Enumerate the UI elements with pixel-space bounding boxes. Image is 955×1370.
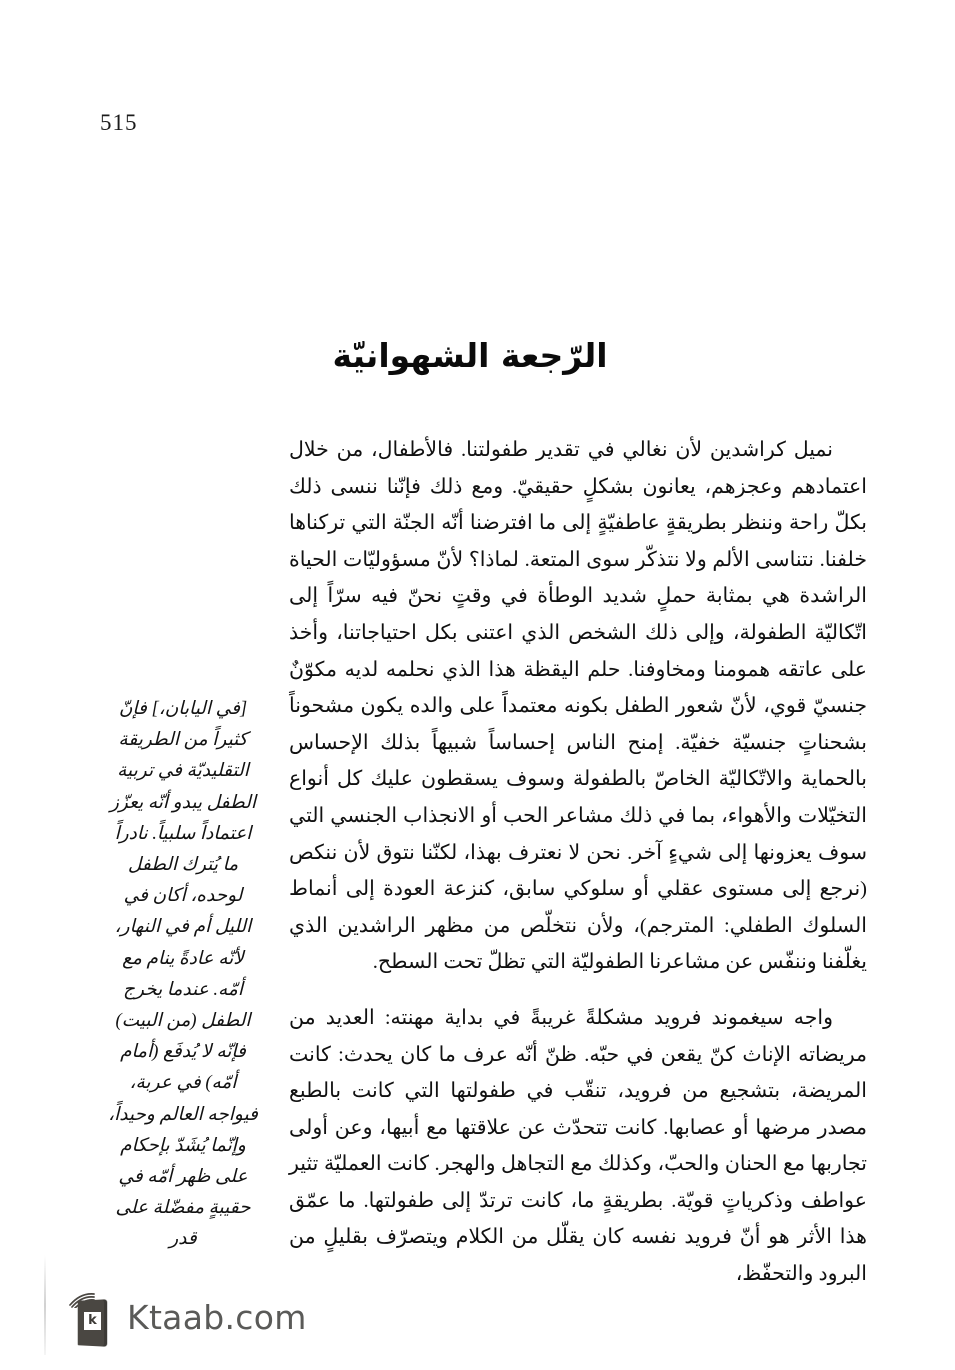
brand-initial-glyph: k	[84, 1312, 101, 1330]
brand-name: Ktaab.com	[127, 1297, 307, 1337]
book-icon	[68, 1288, 114, 1346]
body-paragraph-1: نميل كراشدين لأن نغالي في تقدير طفولتنا. فالأطفال، من خلال اعتمادهم وعجزهم، يعانون بشكلٍ حقيقيّ. ومع ذلك فإنّنا ننسى ذلك بكلّ راحة وننظر بطريقةٍ عاطفيّةٍ إلى ما افترضنا أنّه الجنّة التي تركناها خلفنا. نتناسى الألم ولا نتذكّر سوى المتعة. لماذا؟ لأنّ مسؤوليّات الحياة الراشدة هي بمثابة حملٍ شديد الوطأة في وقتٍ نحنّ فيه سرّاً إلى اتّكاليّة الطفولة، وإلى ذلك الشخص الذي اعتنى بكل احتياجاتنا، وأخذ على عاتقه همومنا ومخاوفنا. حلم اليقظة هذا الذي نحلمه لديه مكوّنٌ جنسيّ قوي، لأنّ شعور الطفل بكونه معتمداً على والده يكون مشحوناً بشحناتٍ جنسيّة خفيّة. إمنح الناس إحساساً شبيهاً بذلك الإحساس بالحماية والاتّكاليّة الخاصّ بالطفولة وسوف يسقطون عليك كل أنواع التخيّلات والأهواء، بما في ذلك مشاعر الحب أو الانجذاب الجنسي التي سوف يعزونها إلى شيءٍ آخر. نحن لا نعترف بهذا، لكنّنا نتوق لأن ننكص (نرجع إلى مستوى عقلي أو سلوكي سابق، كنزعة العودة إلى أنماط السلوك الطفلي: المترجم)، ولأن نتخلّص من مظهر الراشدين الذي يغلّفنا وننفّس عن مشاعرنا الطفوليّة التي تظلّ تحت السطح.	[289, 439, 867, 974]
body-text-column	[289, 432, 867, 1293]
page-number: 515	[100, 110, 138, 135]
body-paragraph-2: واجه سيغموند فرويد مشكلةً غريبةً في بداية مهنته: العديد من مريضاته الإناث كنّ يقعن في حبّه. ظنّ أنّه عرف ما كان يحدث: كانت المريضة، بتشجيع من فرويد، تنقّب في طفولتها التي كانت بالطبع مصدر مرضها أو عصابها. كانت تتحدّث عن علاقتها مع أبيها، وعن أولى تجاربها مع الحنان والحبّ، وكذلك مع التجاهل والهجر. كانت العمليّة تثير عواطف وذكرياتٍ قويّة. بطريقةٍ ما، كانت ترتدّ إلى طفولتها. ما عمّق هذا الأثر هو أنّ فرويد نفسه كان يقلّل من الكلام ويتصرّف بقليلٍ من البرود والتحفّظ،	[289, 1006, 867, 1286]
footer-watermark	[68, 1288, 307, 1346]
chapter-title: الرّجعة الشهوانيّة	[332, 336, 608, 376]
margin-note: [في اليابان،] فإنّ كثيراً من الطريقة التقليديّة في تربية الطفل يبدو أنّه يعزّز اعتماداً سلبياً. نادراً ما يُترك الطفل لوحده، أكان في الليل أم في النهار، لأنّه عادةً ينام مع أمّه. عندما يخرج الطفل (من البيت) فإنّه لا يُدفَع (أمام أمّه) في عربة، فيواجه العالم وحيداً، وإنّما يُشَدّ بإحكام على ظهر أمّه في حقيبةٍ مفضّلة على قدر	[108, 699, 258, 1250]
scan-edge-artifact	[44, 1255, 46, 1355]
